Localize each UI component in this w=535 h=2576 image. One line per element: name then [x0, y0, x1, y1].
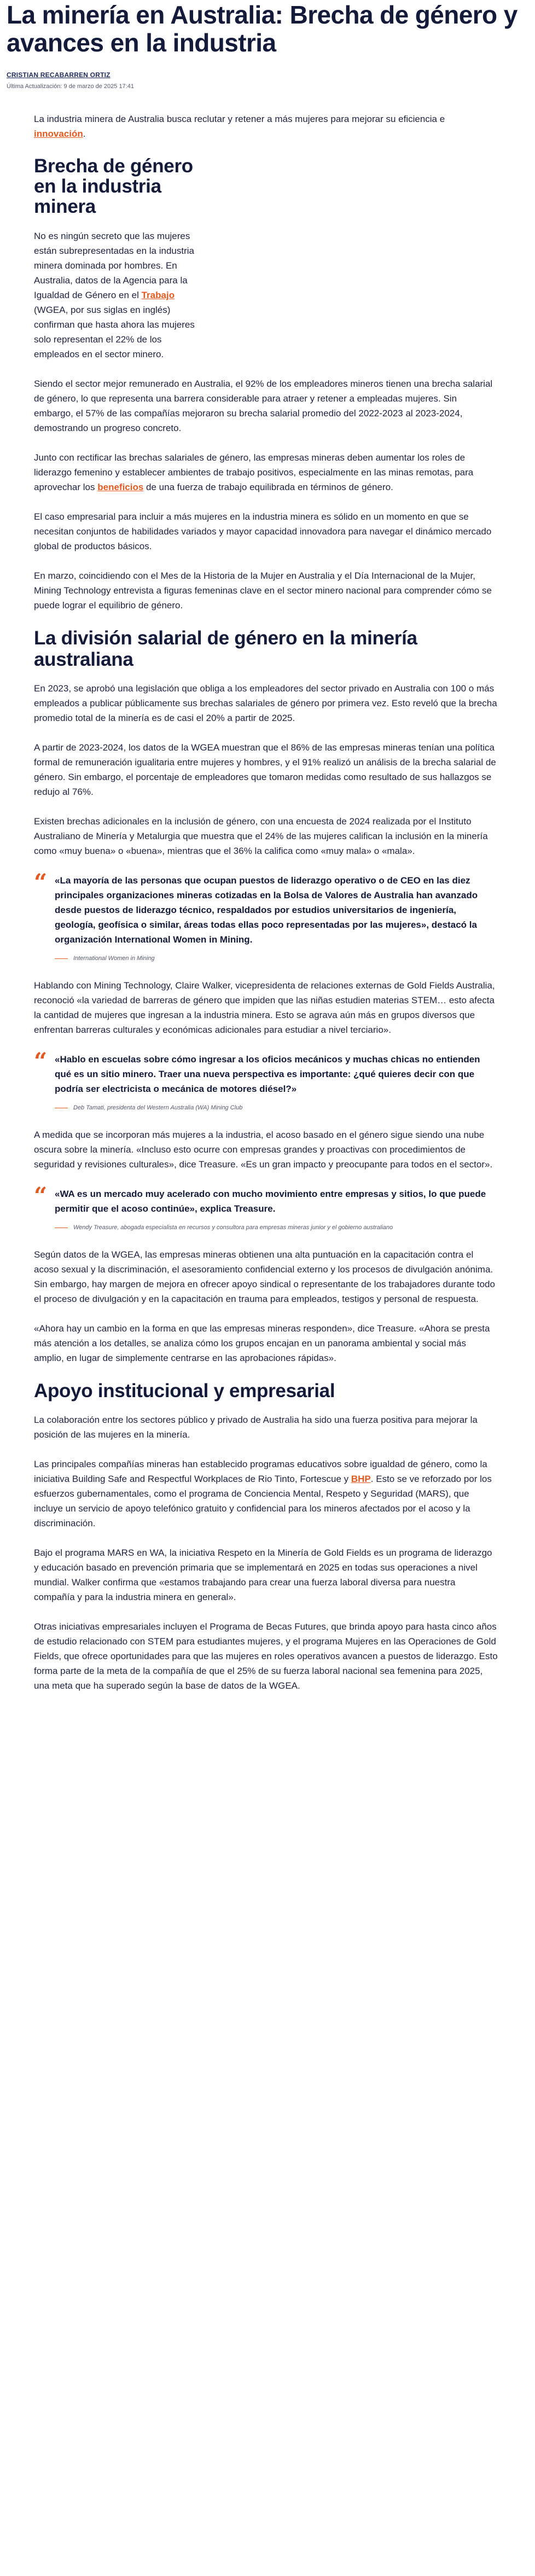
section-2-paragraph-3: Existen brechas adicionales en la inclusión de género, con una encuesta de 2024 realizada por el Instituto Australiano de Minería y Metalurgia que muestra que el 24% de las mujeres califican la inclusión en la minería como «muy buena» o «buena», mientras que el 36% la califica como «muy mala» o «mala». — [34, 816, 488, 856]
pull-quote-1-text: «La mayoría de las personas que ocupan puestos de liderazgo operativo o de CEO en las diez principales organizaciones mineras cotizadas en la Bolsa de Valores de Australia han avanzado desde puestos de liderazgo técnico, respaldados por estudios universitarios de ingeniería, geología, geofísica o similar, áreas todas ellas poco representadas por las mujeres», destacó la organización International Women in Mining. — [55, 875, 478, 945]
intro-paragraph — [34, 112, 498, 141]
section-gender-gap — [34, 156, 498, 613]
section-3-paragraph-3: Bajo el programa MARS en WA, la iniciativa Respeto en la Minería de Gold Fields es un programa de liderazgo y educación basado en prevención primaria que se implementará en 2025 en todas sus operaciones a nivel mundial. Walker confirma que «estamos trabajando para crear una fuerza laboral diversa para nuestra compañía y para la industria minera en general». — [34, 1548, 492, 1602]
article-header — [0, 0, 535, 90]
section-3-paragraph-1: La colaboración entre los sectores público y privado de Australia ha sido una fuerza positiva para mejorar la posición de las mujeres en la minería. — [34, 1415, 478, 1440]
section-2-paragraph-7: «Ahora hay un cambio en la forma en que las empresas mineras responden», dice Treasure. «Ahora se presta más atención a los detalles, se analiza cómo los grupos encajan en un panorama ambiental y social más amplio, en lugar de simplemente centrarse en las aprobaciones rápidas». — [34, 1323, 490, 1363]
section-2-paragraph-6: Según datos de la WGEA, las empresas mineras obtienen una alta puntuación en la capacitación contra el acoso sexual y la discriminación, el asesoramiento confidencial externo y los procesos de divulgación anónima. Sin embargo, hay margen de mejora en ofrecer apoyo sindical o representante de los trabajadores durante todo el proceso de divulgación y en la capacitación en trauma para empleados, testigos y personal de respuesta. — [34, 1249, 495, 1304]
section-2-paragraph-1: En 2023, se aprobó una legislación que obliga a los empleadores del sector privado en Australia con 100 o más empleados a publicar públicamente sus brechas salariales de género por primera vez. Esto reveló que la brecha promedio total de la minería es de casi el 20% a partir de 2025. — [34, 683, 497, 723]
section-2-paragraph-2: A partir de 2023-2024, los datos de la WGEA muestran que el 86% de las empresas mineras tenían una política formal de remuneración igualitaria entre mujeres y hombres, y el 91% realizó un análisis de la brecha salarial de género. Sin embargo, el porcentaje de empleadores que tomaron medidas como resultado de sus hallazgos se redujo al 76%. — [34, 742, 496, 797]
article-title: La minería en Australia: Brecha de género y avances en la industria — [7, 1, 517, 57]
section-1-paragraph-1 — [34, 229, 198, 362]
s1p1-text: No es ningún secreto que las mujeres están subrepresentadas en la industria minera dominada por hombres. En Australia, datos de la Agencia para la Igualdad de Género en el — [34, 231, 194, 300]
section-3-paragraph-4: Otras iniciativas empresariales incluyen el Programa de Becas Futures, que brinda apoyo para hasta cinco años de estudio relacionado con STEM para estudiantes mujeres, y el programa Mujeres en las Operaciones de Gold Fields, que ofrece oportunidades para que las mujeres en roles operativos avancen a puestos de liderazgo. Esto forma parte de la meta de la compañía de que el 25% de su fuerza laboral nacional sea femenina para 2025, una meta que ha superado según la base de datos de la WGEA. — [34, 1621, 498, 1691]
quote-mark-icon: “ — [34, 1048, 48, 1074]
s1p1-end: (WGEA, por sus siglas en inglés) confirman que hasta ahora las mujeres solo representan el 22% de los empleados en el sector minero. — [34, 305, 195, 359]
author-link[interactable]: CRISTIAN RECABARREN ORTIZ — [7, 71, 111, 79]
intro-end: . — [83, 129, 86, 139]
bhp-link[interactable]: BHP — [351, 1474, 371, 1484]
quote-mark-icon: “ — [34, 1182, 48, 1209]
quote-mark-icon: “ — [34, 869, 48, 896]
s1p3-text: Junto con rectificar las brechas salariales de género, las empresas mineras deben aumentar los roles de liderazgo femenino y establecer ambientes de trabajo positivos, especialmente en las minas remotas, para aprovechar los — [34, 452, 474, 492]
section-3-title: Apoyo institucional y empresarial — [34, 1380, 335, 1402]
article-body — [34, 90, 498, 1693]
pull-quote-2-source: Deb Tamati, presidenta del Western Australia (WA) Mining Club — [73, 1104, 243, 1111]
section-3-paragraph-2 — [34, 1457, 498, 1531]
section-1-paragraph-5: En marzo, coincidiendo con el Mes de la Historia de la Mujer en Australia y el Día Internacional de la Mujer, Mining Technology entrevista a figuras femeninas clave en el sector minero nacional para comprender cómo se puede lograr el equilibrio de género. — [34, 571, 492, 610]
s3p2-end: . Esto se ve reforzado por los esfuerzos gubernamentales, como el programa de Conciencia Mental, Respeto y Seguridad (MARS), que incluye un servicio de apoyo telefónico gratuito y confidencial para los mineros afectados por el acoso y la discriminación. — [34, 1474, 492, 1528]
section-salary-division — [34, 627, 498, 1365]
pull-quote-1-attribution — [55, 955, 498, 963]
pull-quote-2 — [34, 1048, 498, 1112]
attribution-rule — [55, 958, 68, 959]
section-1-paragraph-2: Siendo el sector mejor remunerado en Australia, el 92% de los empleadores mineros tienen una brecha salarial de género, lo que representa una barrera considerable para atraer y retener a empleadas mujeres. Sin embargo, el 57% de las compañías mejoraron su brecha salarial promedio del 2022-2023 al 2023-2024, demostrando un progreso concreto. — [34, 379, 493, 433]
pull-quote-3-text: «WA es un mercado muy acelerado con mucho movimiento entre empresas y sitios, lo que puede permitir que el acoso continúe», explica Treasure. — [55, 1189, 486, 1214]
beneficios-link[interactable]: beneficios — [97, 482, 144, 492]
section-2-paragraph-4: Hablando con Mining Technology, Claire Walker, vicepresidenta de relaciones externas de Gold Fields Australia, reconoció «la variedad de barreras de género que impiden que las niñas estudien materias STEM… esto afecta la cantidad de mujeres que ingresan a la industria minera. Esto se agrava aún más en grupos diversos que enfrentan barreras culturales y económicas adicionales para estudiar a nivel terciario». — [34, 980, 495, 1035]
innovation-link[interactable]: innovación — [34, 129, 83, 139]
section-1-paragraph-4: El caso empresarial para incluir a más mujeres en la industria minera es sólido en un momento en que se necesitan conjuntos de habilidades variados y mayor capacidad innovadora para navegar el dinámico mercado global de productos básicos. — [34, 511, 492, 551]
pull-quote-3-source: Wendy Treasure, abogada especialista en recursos y consultora para empresas mineras junior y el gobierno australiano — [73, 1224, 393, 1231]
pull-quote-3-attribution — [55, 1224, 498, 1232]
section-2-paragraph-5: A medida que se incorporan más mujeres a la industria, el acoso basado en el género sigue siendo una nube oscura sobre la minería. «Incluso esto ocurre con empresas grandes y proactivas con procedimientos de seguridad y revisiones culturales», dice Treasure. «Es un gran impacto y preocupante para todos en el sector». — [34, 1130, 493, 1170]
pull-quote-3 — [34, 1182, 498, 1232]
pull-quote-2-text: «Hablo en escuelas sobre cómo ingresar a los oficios mecánicos y muchas chicas no entienden qué es un sitio minero. Traer una nueva perspectiva es importante: ¿qué quieres decir con que podría ser electricista o mecánica de motores diésel?» — [55, 1054, 480, 1094]
section-institutional-support — [34, 1380, 498, 1693]
s3p2-text: Las principales compañías mineras han establecido programas educativos sobre igualdad de género, como la iniciativa Building Safe and Respectful Workplaces de Rio Tinto, Fortescue y — [34, 1459, 487, 1484]
trabajo-link[interactable]: Trabajo — [141, 290, 175, 300]
s1p3-end: de una fuerza de trabajo equilibrada en términos de género. — [143, 482, 393, 492]
pull-quote-2-attribution — [55, 1104, 498, 1112]
intro-text: La industria minera de Australia busca reclutar y retener a más mujeres para mejorar su eficiencia e — [34, 114, 445, 124]
section-2-title: La división salarial de género en la minería australiana — [34, 627, 417, 670]
section-1-title: Brecha de género en la industria minera — [34, 155, 193, 217]
pull-quote-1 — [34, 869, 498, 963]
last-updated: Última Actualización: 9 de marzo de 2025 17:41 — [7, 83, 134, 90]
pull-quote-1-source: International Women in Mining — [73, 955, 155, 962]
section-1-paragraph-3 — [34, 450, 498, 495]
